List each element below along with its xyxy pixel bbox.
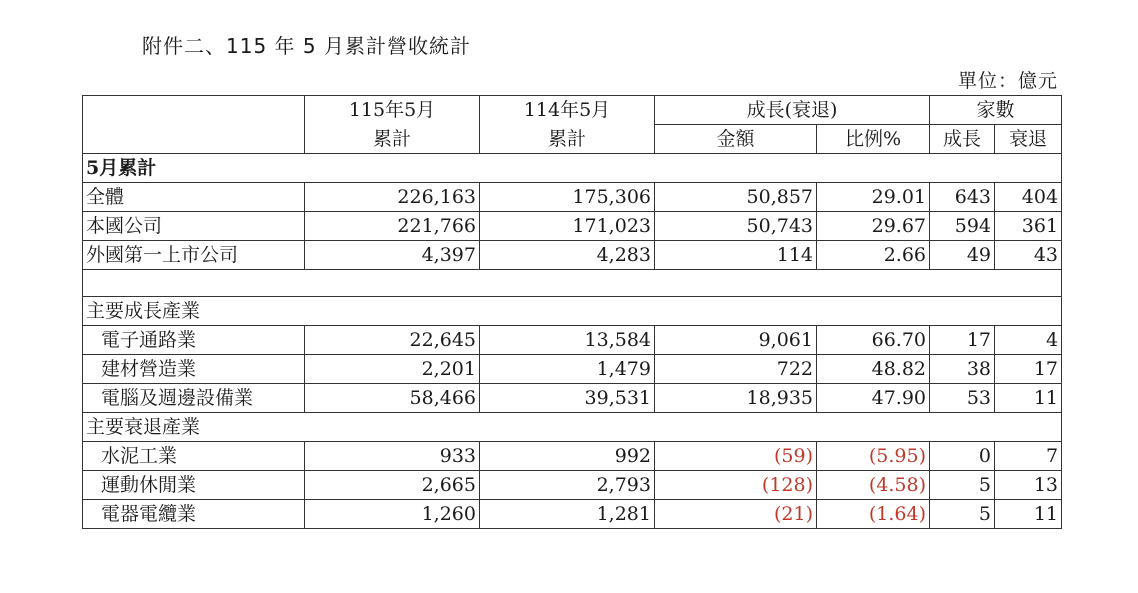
header-115-sub: 累計: [305, 125, 480, 154]
cell-amount: 9,061: [655, 326, 817, 355]
cell-115: 58,466: [305, 384, 480, 413]
revenue-table: [82, 95, 1062, 529]
cell-decline: 7: [995, 442, 1062, 471]
section-growth-row: [83, 297, 1062, 326]
cell-ratio: 48.82: [817, 355, 930, 384]
cell-decline: 17: [995, 355, 1062, 384]
header-count-group: 家數: [930, 96, 1062, 125]
cell-grow: 17: [930, 326, 995, 355]
cell-grow: 53: [930, 384, 995, 413]
cell-decline: 13: [995, 471, 1062, 500]
table-row: [83, 326, 1062, 355]
cell-ratio: 66.70: [817, 326, 930, 355]
cell-decline: 404: [995, 183, 1062, 212]
cell-amount: 114: [655, 241, 817, 270]
section-may-row: [83, 154, 1062, 183]
cell-grow: 49: [930, 241, 995, 270]
cell-114: 13,584: [480, 326, 655, 355]
table-row: [83, 500, 1062, 529]
cell-grow: 5: [930, 471, 995, 500]
cell-decline: 11: [995, 500, 1062, 529]
section-decline: 主要衰退產業: [83, 413, 1062, 442]
table-row: [83, 241, 1062, 270]
cell-114: 171,023: [480, 212, 655, 241]
cell-grow: 643: [930, 183, 995, 212]
section-may: 5月累計: [83, 154, 1062, 183]
spacer-cell: [83, 270, 1062, 297]
cell-decline: 361: [995, 212, 1062, 241]
cell-115: 933: [305, 442, 480, 471]
table-row: [83, 471, 1062, 500]
cell-115: 22,645: [305, 326, 480, 355]
cell-grow: 5: [930, 500, 995, 529]
header-growth-group: 成長(衰退): [655, 96, 930, 125]
cell-115: 4,397: [305, 241, 480, 270]
cell-ratio: 2.66: [817, 241, 930, 270]
cell-115: 1,260: [305, 500, 480, 529]
unit-label: 單位：億元: [957, 70, 1058, 92]
cell-amount: 50,743: [655, 212, 817, 241]
row-label: 本國公司: [83, 212, 305, 241]
cell-ratio: (5.95): [817, 442, 930, 471]
cell-decline: 11: [995, 384, 1062, 413]
cell-114: 4,283: [480, 241, 655, 270]
header-114: 114年5月: [480, 96, 655, 125]
header-amount: 金額: [655, 125, 817, 154]
cell-114: 175,306: [480, 183, 655, 212]
cell-amount: 722: [655, 355, 817, 384]
cell-grow: 0: [930, 442, 995, 471]
table-row: [83, 384, 1062, 413]
cell-grow: 594: [930, 212, 995, 241]
cell-amount: 50,857: [655, 183, 817, 212]
cell-115: 226,163: [305, 183, 480, 212]
cell-decline: 4: [995, 326, 1062, 355]
table-row: [83, 183, 1062, 212]
header-114-sub: 累計: [480, 125, 655, 154]
row-label: 運動休閒業: [83, 471, 305, 500]
row-label: 電子通路業: [83, 326, 305, 355]
table-row: [83, 355, 1062, 384]
cell-115: 2,201: [305, 355, 480, 384]
cell-amount: (21): [655, 500, 817, 529]
cell-amount: 18,935: [655, 384, 817, 413]
header-115: 115年5月: [305, 96, 480, 125]
cell-grow: 38: [930, 355, 995, 384]
row-label: 全體: [83, 183, 305, 212]
cell-115: 2,665: [305, 471, 480, 500]
row-label: 建材營造業: [83, 355, 305, 384]
cell-ratio: 29.01: [817, 183, 930, 212]
row-label: 外國第一上市公司: [83, 241, 305, 270]
cell-114: 39,531: [480, 384, 655, 413]
header-ratio: 比例%: [817, 125, 930, 154]
row-label: 水泥工業: [83, 442, 305, 471]
cell-114: 1,479: [480, 355, 655, 384]
cell-ratio: (4.58): [817, 471, 930, 500]
header-grow: 成長: [930, 125, 995, 154]
cell-amount: (59): [655, 442, 817, 471]
cell-114: 2,793: [480, 471, 655, 500]
section-decline-row: [83, 413, 1062, 442]
table-row: [83, 442, 1062, 471]
cell-ratio: 29.67: [817, 212, 930, 241]
cell-ratio: 47.90: [817, 384, 930, 413]
section-growth: 主要成長產業: [83, 297, 1062, 326]
header-decline: 衰退: [995, 125, 1062, 154]
cell-decline: 43: [995, 241, 1062, 270]
header-blank: [83, 96, 305, 154]
row-label: 電器電纜業: [83, 500, 305, 529]
cell-115: 221,766: [305, 212, 480, 241]
cell-114: 1,281: [480, 500, 655, 529]
spacer-row: [83, 270, 1062, 297]
cell-114: 992: [480, 442, 655, 471]
header-row-1: [83, 96, 1062, 125]
table-row: [83, 212, 1062, 241]
cell-amount: (128): [655, 471, 817, 500]
page-title: 附件二、115 年 5 月累計營收統計: [142, 34, 471, 58]
cell-ratio: (1.64): [817, 500, 930, 529]
row-label: 電腦及週邊設備業: [83, 384, 305, 413]
